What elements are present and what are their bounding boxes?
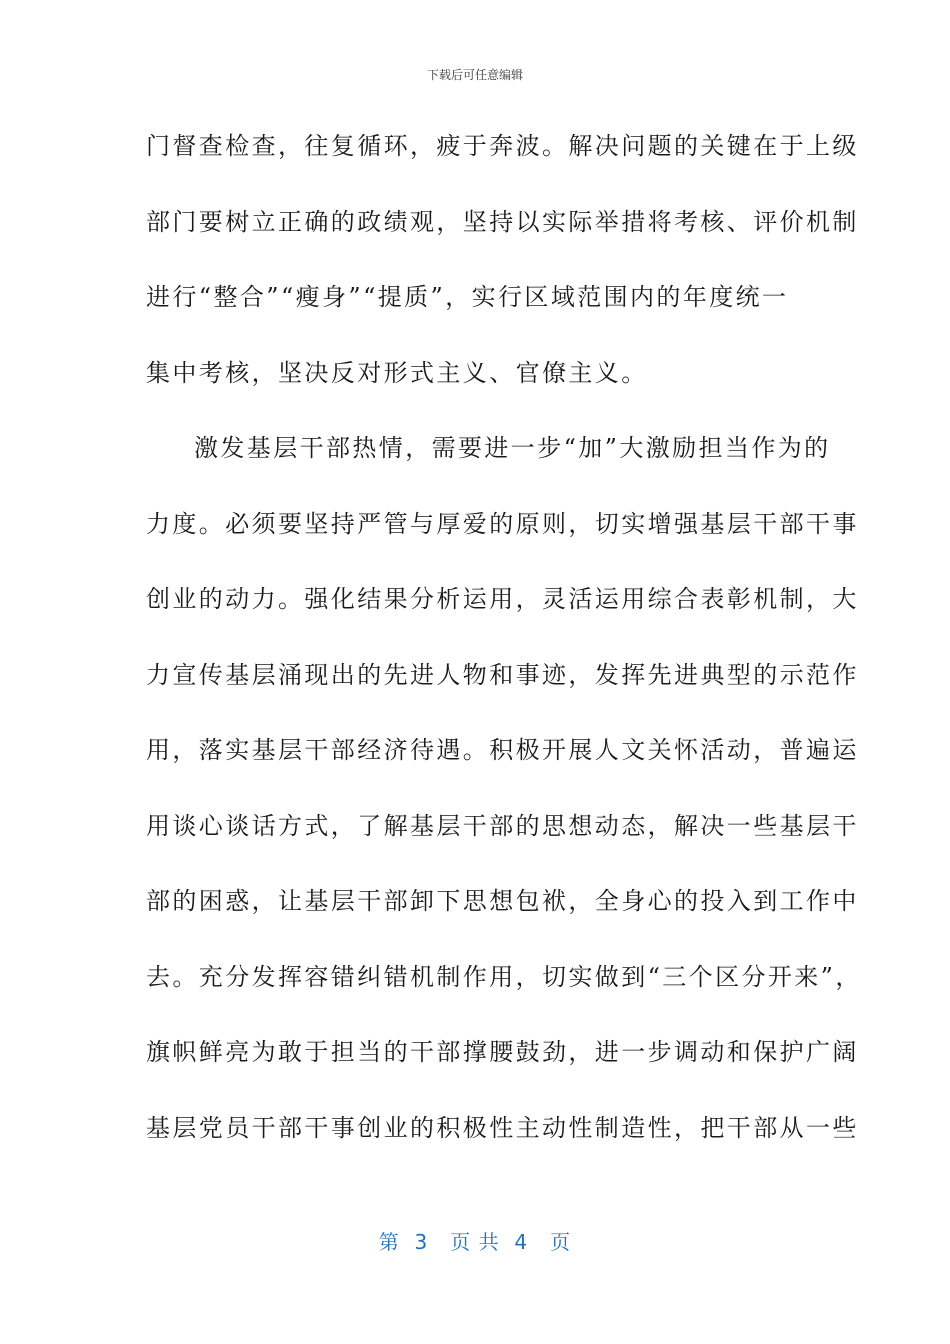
text-line: 用，落实基层干部经济待遇。积极开展人文关怀活动，普遍运 bbox=[146, 736, 859, 764]
text-line: 基层党员干部干事创业的积极性主动性制造性，把干部从一些 bbox=[146, 1113, 859, 1142]
text-line: 进行“整合”“瘦身”“提质”，实行区域范围内的年度统一 bbox=[146, 283, 789, 311]
text-line: 集中考核，坚决反对形式主义、官僚主义。 bbox=[146, 358, 648, 387]
text-line: 去。充分发挥容错纠错机制作用，切实做到“三个区分开来”， bbox=[146, 962, 862, 991]
document-body bbox=[146, 124, 862, 1181]
download-edit-note: 下载后可任意编辑 bbox=[426, 68, 523, 82]
text-line: 力度。必须要坚持严管与厚爱的原则，切实增强基层干部干事 bbox=[146, 509, 859, 538]
text-line: 旗帜鲜亮为敢于担当的干部撑腰鼓劲，进一步调动和保护广阔 bbox=[146, 1038, 859, 1066]
paragraph-start-line: 激发基层干部热情，需要进一步“加”大激励担当作为的 bbox=[194, 434, 831, 462]
text-line: 门督查检查，往复循环，疲于奔波。解决问题的关键在于上级 bbox=[146, 132, 859, 160]
text-line: 创业的动力。强化结果分析运用，灵活运用综合表彰机制，大 bbox=[146, 585, 859, 613]
page-number bbox=[0, 1226, 950, 1255]
text-line: 力宣传基层涌现出的先进人物和事迹，发挥先进典型的示范作 bbox=[146, 660, 859, 689]
text-line: 用谈心谈话方式，了解基层干部的思想动态，解决一些基层干 bbox=[146, 811, 859, 840]
text-line: 部门要树立正确的政绩观，坚持以实际举措将考核、评价机制 bbox=[146, 207, 859, 236]
page-number-label: 第 3 页 共 4 页 bbox=[378, 1230, 572, 1254]
text-line: 部的困惑，让基层干部卸下思想包袱，全身心的投入到工作中 bbox=[146, 887, 859, 915]
